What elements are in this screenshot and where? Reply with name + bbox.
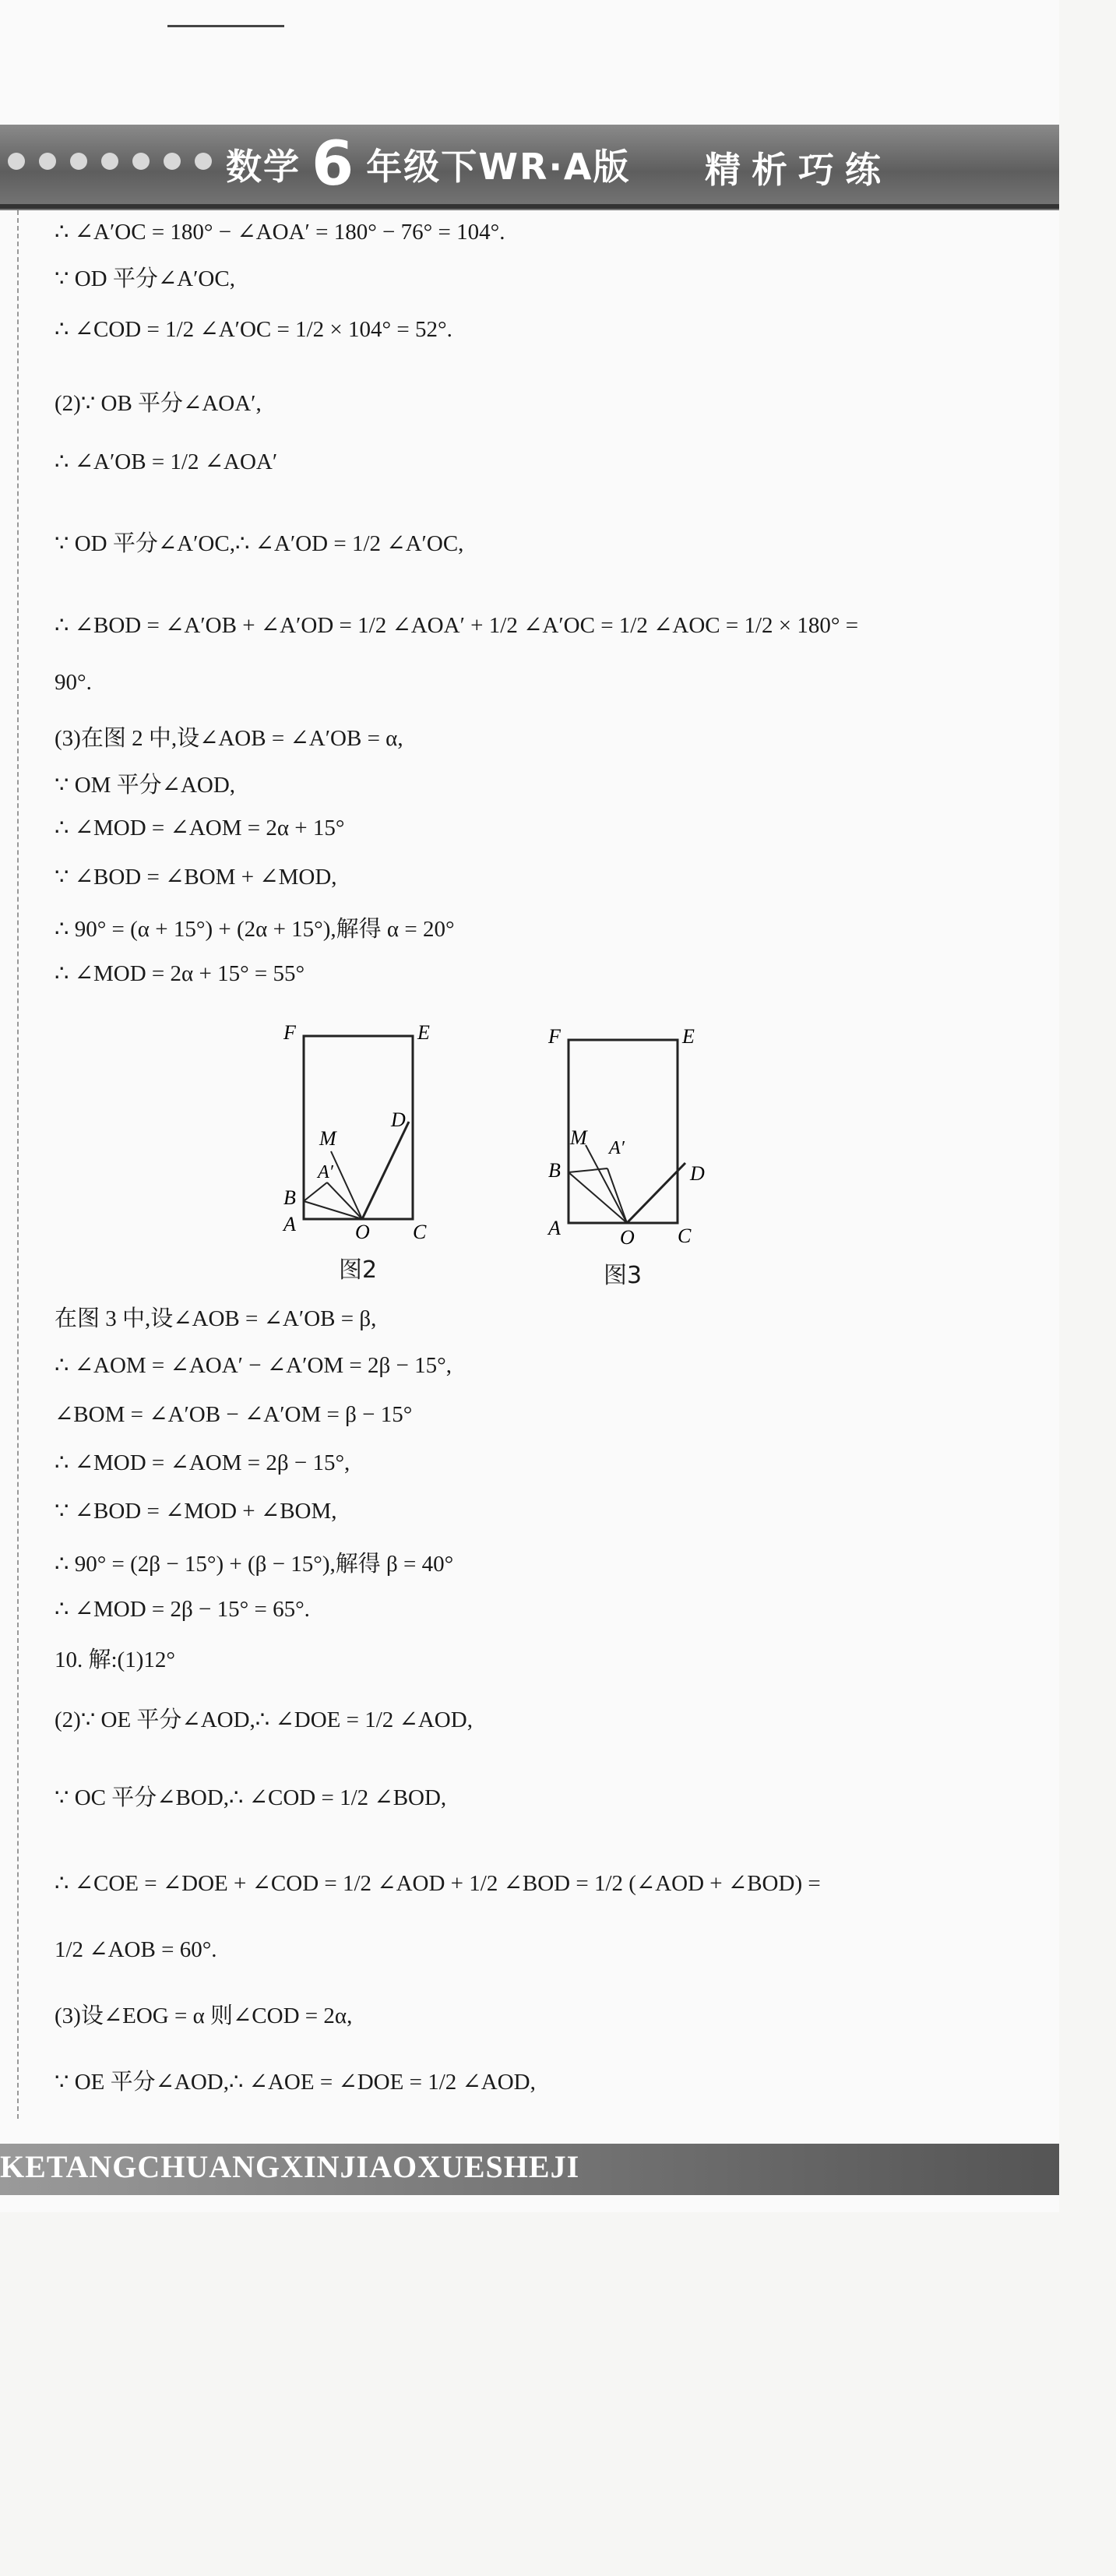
header-dots — [8, 153, 212, 170]
binding-edge — [17, 210, 22, 2119]
fig3-label-o: O — [620, 1226, 635, 1249]
line-27: (3)设∠EOG = α 则∠COD = 2α, — [55, 2003, 353, 2028]
header-subject: 数学 — [226, 146, 301, 188]
footer-text: KETANGCHUANGXINJIAOXUESHEJI — [0, 2149, 580, 2184]
fig3-label-a1: A′ — [609, 1138, 625, 1158]
figure-2 — [273, 1013, 452, 1246]
fig2-ray-od — [362, 1122, 409, 1219]
header-grade-number: 6 — [312, 129, 356, 199]
fig2-fold-edge — [304, 1182, 327, 1201]
fig3-label-f: F — [548, 1025, 561, 1048]
line-12: ∵ ∠BOD = ∠BOM + ∠MOD, — [55, 865, 337, 890]
line-3: ∴ ∠COD = 1/2 ∠A′OC = 1/2 × 104° = 52°. — [55, 317, 452, 342]
fig3-label-e: E — [682, 1025, 695, 1048]
fig2-label-e: E — [417, 1021, 430, 1044]
fig2-label-d: D — [391, 1108, 406, 1131]
line-26: 1/2 ∠AOB = 60°. — [55, 1937, 217, 1962]
line-19: ∵ ∠BOD = ∠MOD + ∠BOM, — [55, 1499, 337, 1524]
fig3-label-b: B — [548, 1159, 561, 1182]
line-9: (3)在图 2 中,设∠AOB = ∠A′OB = α, — [55, 726, 403, 751]
line-2: ∵ OD 平分∠A′OC, — [55, 266, 235, 291]
line-6: ∵ OD 平分∠A′OC,∴ ∠A′OD = 1/2 ∠A′OC, — [55, 531, 464, 556]
header-grade-text: 年级下WR·A版 — [366, 146, 631, 188]
fig2-label-m: M — [319, 1127, 336, 1150]
figure-3 — [537, 1017, 724, 1250]
line-5: ∴ ∠A′OB = 1/2 ∠AOA′ — [55, 449, 278, 474]
fig3-fold-edge — [569, 1168, 607, 1172]
line-21: ∴ ∠MOD = 2β − 15° = 65°. — [55, 1597, 310, 1622]
line-1-text: ∴ ∠A′OC = 180° − ∠AOA′ = 180° − 76° = 104°. — [55, 220, 505, 245]
fig3-label-a: A — [548, 1217, 561, 1239]
fig3-label-c: C — [678, 1225, 692, 1247]
fig2-label-a: A — [283, 1213, 296, 1235]
line-23: (2)∵ OE 平分∠AOD,∴ ∠DOE = 1/2 ∠AOD, — [55, 1707, 473, 1732]
top-rule — [167, 25, 284, 27]
line-16: ∴ ∠AOM = ∠AOA′ − ∠A′OM = 2β − 15°, — [55, 1353, 452, 1378]
line-4: (2)∵ OB 平分∠AOA′, — [55, 391, 262, 416]
line-10: ∵ OM 平分∠AOD, — [55, 773, 236, 798]
fig2-label-a1: A′ — [318, 1162, 333, 1182]
line-25: ∴ ∠COE = ∠DOE + ∠COD = 1/2 ∠AOD + 1/2 ∠BOD = 1/2 (∠AOD + ∠BOD) = — [55, 1871, 821, 1896]
fig3-label-d: D — [690, 1162, 705, 1185]
line-20: ∴ 90° = (2β − 15°) + (β − 15°),解得 β = 40° — [55, 1552, 454, 1577]
line-15: 在图 3 中,设∠AOB = ∠A′OB = β, — [55, 1306, 377, 1331]
fig2-label-b: B — [283, 1186, 296, 1209]
header-title — [226, 129, 631, 199]
fig3-label-m: M — [570, 1126, 587, 1149]
fig2-label-c: C — [413, 1221, 427, 1243]
line-1 — [55, 218, 505, 245]
header-series: 精析巧练 — [705, 149, 892, 191]
line-18: ∴ ∠MOD = ∠AOM = 2β − 15°, — [55, 1450, 350, 1475]
line-24: ∵ OC 平分∠BOD,∴ ∠COD = 1/2 ∠BOD, — [55, 1785, 447, 1810]
line-7: ∴ ∠BOD = ∠A′OB + ∠A′OD = 1/2 ∠AOA′ + 1/2 ∠A′OC = 1/2 ∠AOC = 1/2 × 180° = — [55, 613, 859, 638]
line-28: ∵ OE 平分∠AOD,∴ ∠AOE = ∠DOE = 1/2 ∠AOD, — [55, 2070, 536, 2095]
fig3-caption: 图3 — [604, 1262, 642, 1289]
line-13: ∴ 90° = (α + 15°) + (2α + 15°),解得 α = 20° — [55, 917, 455, 942]
fig2-label-f: F — [283, 1021, 296, 1044]
fig2-ray-om — [331, 1151, 362, 1219]
line-17: ∠BOM = ∠A′OB − ∠A′OM = β − 15° — [55, 1402, 413, 1427]
header-rule — [0, 204, 1059, 209]
line-22: 10. 解:(1)12° — [55, 1647, 175, 1672]
line-8: 90°. — [55, 670, 92, 695]
fig2-caption: 图2 — [339, 1256, 378, 1284]
line-11: ∴ ∠MOD = ∠AOM = 2α + 15° — [55, 816, 345, 840]
fig2-label-o: O — [355, 1221, 370, 1243]
line-14: ∴ ∠MOD = 2α + 15° = 55° — [55, 961, 305, 986]
